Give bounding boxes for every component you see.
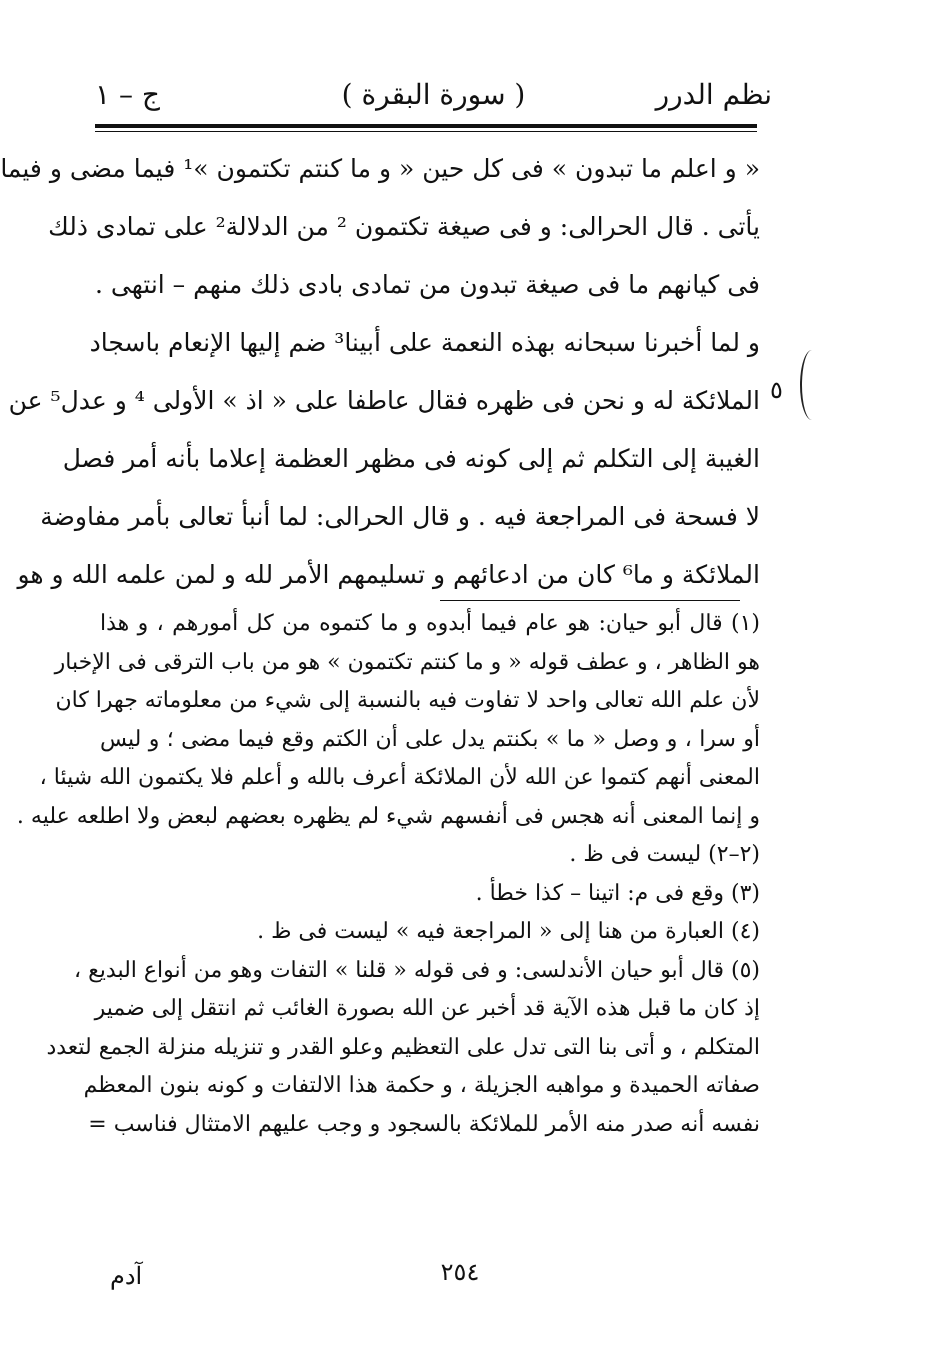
footnote-line: المعنى أنهم كتموا عن الله لأن الملائكة أعرف بالله و أعلم فلا يكتمون الله شيئا ، (39, 765, 760, 790)
text-line: الغيبة إلى التكلم ثم إلى كونه فى مظهر العظمة إعلاما بأنه أمر فصل (62, 444, 760, 473)
page-number: ٢٥٤ (440, 1258, 480, 1286)
footnote-line: (٣) وقع فى م: اتينا – كذا خطأ . (475, 880, 760, 906)
text-line: يأتى . قال الحرالى: و فى صيغة تكتمون ² من الدلالة² على تمادى ذلك (48, 212, 760, 241)
footnote-separator (440, 600, 740, 601)
footnote-line: و إنما المعنى أنه هجس فى أنفسهم شيء لم يظهره بعضهم لبعض ولا اطلعه عليه . (16, 803, 760, 829)
footnote-line: نفسه أنه صدر منه الأمر للملائكة بالسجود و وجب عليهم الامتثال فناسب = (88, 1111, 760, 1137)
running-header (95, 72, 772, 122)
footnote-line: (١) قال أبو حيان: هو عام فيما أبدوه و ما كتموه من كل أمورهم ، و هذا (100, 611, 760, 636)
margin-verse-number: ٥ (770, 376, 783, 404)
text-line: لا فسحة فى المراجعة فيه . و قال الحرالى: لما أنبأ تعالى بأمر مفاوضة (40, 502, 760, 531)
book-title: نظم الدرر (655, 78, 772, 111)
footnote-line: (٤) العبارة من هنا إلى « المراجعة فيه » ليست فى ظ . (257, 919, 760, 944)
margin-bracket (800, 350, 824, 420)
text-line: الملائكة و ما⁶ كان من ادعائهم و تسليمهم الأمر لله و لمن علمه الله و هو (17, 560, 760, 589)
header-rule-thin (95, 131, 757, 132)
footnote-line: المتكلم ، و أتى بنا التى تدل على التعظيم وعلو القدر و تنزيله منزلة الجمع لتعدد (46, 1034, 760, 1060)
main-text (0, 140, 760, 604)
footnotes (16, 605, 760, 1144)
header-rule-thick (95, 124, 757, 128)
text-line: و لما أخبرنا سبحانه بهذه النعمة على أبينا³ ضم إليها الإنعام باسجاد (89, 328, 760, 357)
footnote-line: (٥) قال أبو حيان الأندلسى: و فى قوله « قلنا » التفات وهو من أنواع البديع ، (73, 957, 760, 983)
footnote-line: إذ كان ما قبل هذه الآية قد أخبر عن الله بصورة الغائب ثم انتقل إلى ضمير (94, 996, 760, 1021)
footnote-line: صفاته الحميدة و مواهبه الجزيلة ، و حكمة هذا الالتفات و كونه بنون المعظم (83, 1073, 760, 1098)
catchword: آدم (110, 1262, 143, 1290)
surah-title: ( سورة البقرة ) (341, 78, 526, 111)
text-line: فى كيانهم ما فى صيغة تبدون من تمادى بادى ذلك منهم – انتهى . (95, 270, 760, 299)
footnote-line: لأن علم الله تعالى واحد لا تفاوت فيه بالنسبة إلى شيء من معلوماته جهرا كان (55, 688, 760, 713)
footnote-line: أو سرا ، و وصل « ما » بكنتم يدل على أن الكتم وقع فيما مضى ؛ و ليس (100, 726, 760, 752)
text-line: الملائكة له و نحن فى ظهره فقال عاطفا على « اذ » الأولى ⁴ و عدل⁵ عن (8, 386, 760, 415)
footnote-line: (٢–٢) ليست فى ظ . (569, 842, 760, 867)
footnote-line: هو الظاهر ، و عطف قوله « و ما كنتم تكتمون » هو من باب الترقى فى الإخبار (54, 649, 760, 675)
text-line: « و اعلم ما تبدون » فى كل حين « و ما كنتم تكتمون »¹ فيما مضى و فيما (0, 154, 760, 183)
volume-number: ج – ١ (95, 78, 160, 111)
